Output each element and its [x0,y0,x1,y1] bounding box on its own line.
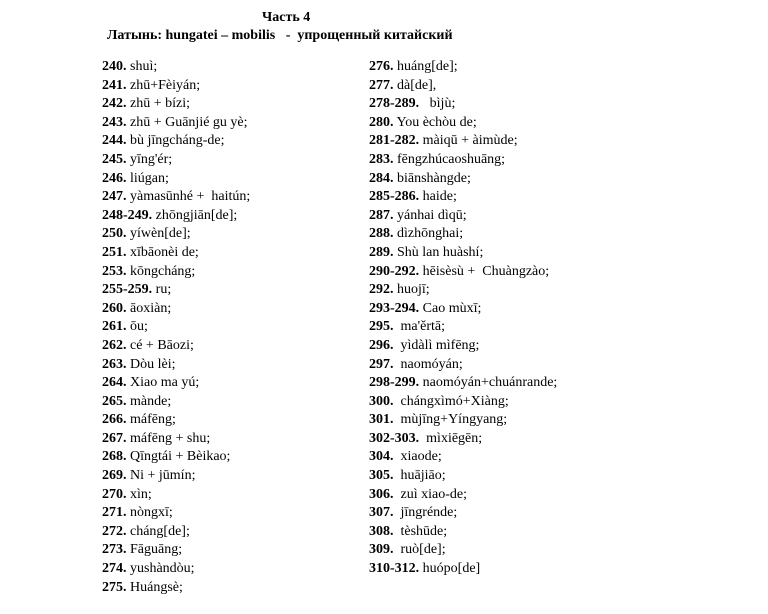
term-entry [369,430,557,449]
term-entry [102,188,250,207]
term-number: 271. [102,505,127,521]
term-text: cháng[de]; [126,523,190,539]
term-entry [369,523,557,542]
term-text: shuì; [126,59,158,74]
term-text: kōngcháng; [126,263,196,279]
term-entry [369,207,557,226]
term-entry [369,263,557,282]
term-text: āoxiàn; [126,300,172,316]
term-entry [102,541,250,560]
term-entry [102,77,250,96]
term-text: naomóyán+chuánrande; [419,375,558,391]
term-entry [369,337,557,356]
term-text: dìzhōnghai; [393,226,464,242]
term-entry [369,300,557,319]
term-number: 283. [369,151,394,167]
term-entry [369,486,557,505]
term-number: 289. [369,244,394,260]
term-number: 255-259. [102,282,153,298]
term-text: yíwèn[de]; [126,226,191,242]
term-entry [102,374,250,393]
term-number: 263. [102,356,127,372]
term-entry [102,467,250,486]
term-text: Shù lan huàshí; [393,244,484,260]
term-entry [369,281,557,300]
term-text: Qīngtái + Bèikao; [126,449,231,465]
term-entry [102,448,250,467]
term-text: zuì xiao-de; [393,486,467,502]
term-text: haide; [419,189,457,205]
term-number: 244. [102,133,127,149]
term-text: You èchòu de; [393,114,477,130]
term-text: bù jīngcháng-de; [126,133,225,149]
term-number: 276. [369,59,394,74]
term-text: Ni + jūmín; [126,468,196,484]
term-number: 247. [102,189,127,205]
term-entry [102,356,250,375]
term-text: ōu; [126,319,148,335]
term-number: 304. [369,449,394,465]
term-number: 290-292. [369,263,420,279]
term-number: 273. [102,542,127,558]
term-number: 272. [102,523,127,539]
term-text: ru; [152,282,172,298]
term-entry [102,132,250,151]
term-number: 310-312. [369,561,420,577]
term-text: yushàndòu; [126,561,195,577]
term-number: 277. [369,77,394,93]
term-entry [369,448,557,467]
term-entry [102,95,250,114]
term-entry [369,95,557,114]
term-number: 287. [369,207,394,223]
term-text: yàmasūnhé + haitún; [126,189,251,205]
term-text: mànde; [126,393,172,409]
term-text: huājiāo; [393,468,446,484]
term-number: 242. [102,96,127,112]
term-number: 241. [102,77,127,93]
term-text: ma'ěrtā; [393,319,445,335]
term-text: tèshūde; [393,523,448,539]
term-number: 296. [369,337,394,353]
term-number: 292. [369,282,394,298]
term-entry [369,151,557,170]
term-number: 268. [102,449,127,465]
term-entry [369,132,557,151]
term-entry [102,281,250,300]
term-text: fēngzhúcaoshuāng; [393,151,506,167]
term-number: 306. [369,486,394,502]
term-entry [102,430,250,449]
term-text: ruò[de]; [393,542,446,558]
term-entry [369,244,557,263]
term-entry [369,374,557,393]
term-text: chángxìmó+Xiàng; [393,393,509,409]
term-text: huojī; [393,282,430,298]
term-text: Fāguāng; [126,542,183,558]
term-number: 267. [102,430,127,446]
term-number: 274. [102,561,127,577]
term-number: 300. [369,393,394,409]
term-text: yánhai dìqū; [393,207,467,223]
term-entry [369,541,557,560]
term-text: mìxiēgēn; [419,430,483,446]
term-text: jīngrénde; [393,505,458,521]
term-number: 275. [102,579,127,595]
term-entry [102,393,250,412]
term-text: liúgan; [126,170,169,186]
term-text: huópo[de] [419,561,481,577]
term-entry [369,188,557,207]
term-number: 262. [102,337,127,353]
term-text: naomóyán; [393,356,463,372]
term-number: 305. [369,468,394,484]
page-subtitle: Латынь: hungatei – mobilis - упрощенный китайский [107,28,453,43]
term-text: bìjù; [419,96,456,112]
term-number: 295. [369,319,394,335]
term-number: 243. [102,114,127,130]
term-entry [369,170,557,189]
term-number: 251. [102,244,127,260]
page-title: Часть 4 [262,10,311,25]
term-entry [369,114,557,133]
term-text: xìn; [126,486,152,502]
term-text: biānshàngde; [393,170,471,186]
term-number: 285-286. [369,189,420,205]
term-text: zhōngjiān[de]; [152,207,238,223]
term-entry [102,225,250,244]
term-entry [102,151,250,170]
term-entry [102,560,250,579]
term-entry [369,560,557,579]
term-entry [369,225,557,244]
term-number: 246. [102,170,127,186]
term-text: nòngxī; [126,505,173,521]
term-text: yīng'ér; [126,151,173,167]
term-number: 269. [102,468,127,484]
term-text: zhū + bízi; [126,96,190,112]
term-entry [102,579,250,598]
term-text: zhū + Guānjié gu yè; [126,114,248,130]
term-number: 284. [369,170,394,186]
term-entry [369,77,557,96]
term-text: huáng[de]; [393,59,458,74]
term-text: Dòu lèi; [126,356,176,372]
term-number: 248-249. [102,207,153,223]
term-text: hēisèsù + Chuàngzào; [419,263,550,279]
term-entry [102,411,250,430]
term-number: 288. [369,226,394,242]
term-entry [102,318,250,337]
term-text: Cao mùxī; [419,300,482,316]
term-entry [369,356,557,375]
term-number: 260. [102,300,127,316]
term-number: 302-303. [369,430,420,446]
term-entry [102,114,250,133]
term-number: 297. [369,356,394,372]
term-entry [369,393,557,412]
term-entry [102,523,250,542]
term-text: máfēng; [126,412,176,428]
term-entry [102,300,250,319]
term-number: 261. [102,319,127,335]
term-entry [102,207,250,226]
term-entry [102,337,250,356]
term-number: 280. [369,114,394,130]
term-entry [369,411,557,430]
term-entry [102,486,250,505]
term-number: 278-289. [369,96,420,112]
term-entry [369,504,557,523]
term-entry [369,318,557,337]
term-number: 309. [369,542,394,558]
term-number: 240. [102,59,127,74]
right-term-column [369,58,557,579]
term-entry [102,504,250,523]
term-text: xībāonèi de; [126,244,199,260]
term-number: 281-282. [369,133,420,149]
term-text: mùjīng+Yíngyang; [393,412,508,428]
term-text: màiqū + àimùde; [419,133,518,149]
term-number: 308. [369,523,394,539]
term-entry [102,170,250,189]
term-text: Huángsè; [126,579,183,595]
term-entry [369,467,557,486]
term-number: 253. [102,263,127,279]
term-number: 301. [369,412,394,428]
left-term-column [102,58,250,597]
term-text: Xiao ma yú; [126,375,200,391]
term-number: 307. [369,505,394,521]
term-number: 250. [102,226,127,242]
term-text: zhū+Fèiyán; [126,77,201,93]
term-text: cé + Bāozi; [126,337,194,353]
term-entry [102,244,250,263]
term-text: dà[de], [393,77,437,93]
term-entry [102,263,250,282]
term-text: xiaode; [393,449,442,465]
term-number: 293-294. [369,300,420,316]
term-number: 270. [102,486,127,502]
term-text: yìdàlì mìfēng; [393,337,480,353]
term-number: 265. [102,393,127,409]
term-text: máfēng + shu; [126,430,211,446]
term-number: 266. [102,412,127,428]
term-number: 264. [102,375,127,391]
term-entry [102,58,250,77]
term-number: 298-299. [369,375,420,391]
term-number: 245. [102,151,127,167]
term-entry [369,58,557,77]
